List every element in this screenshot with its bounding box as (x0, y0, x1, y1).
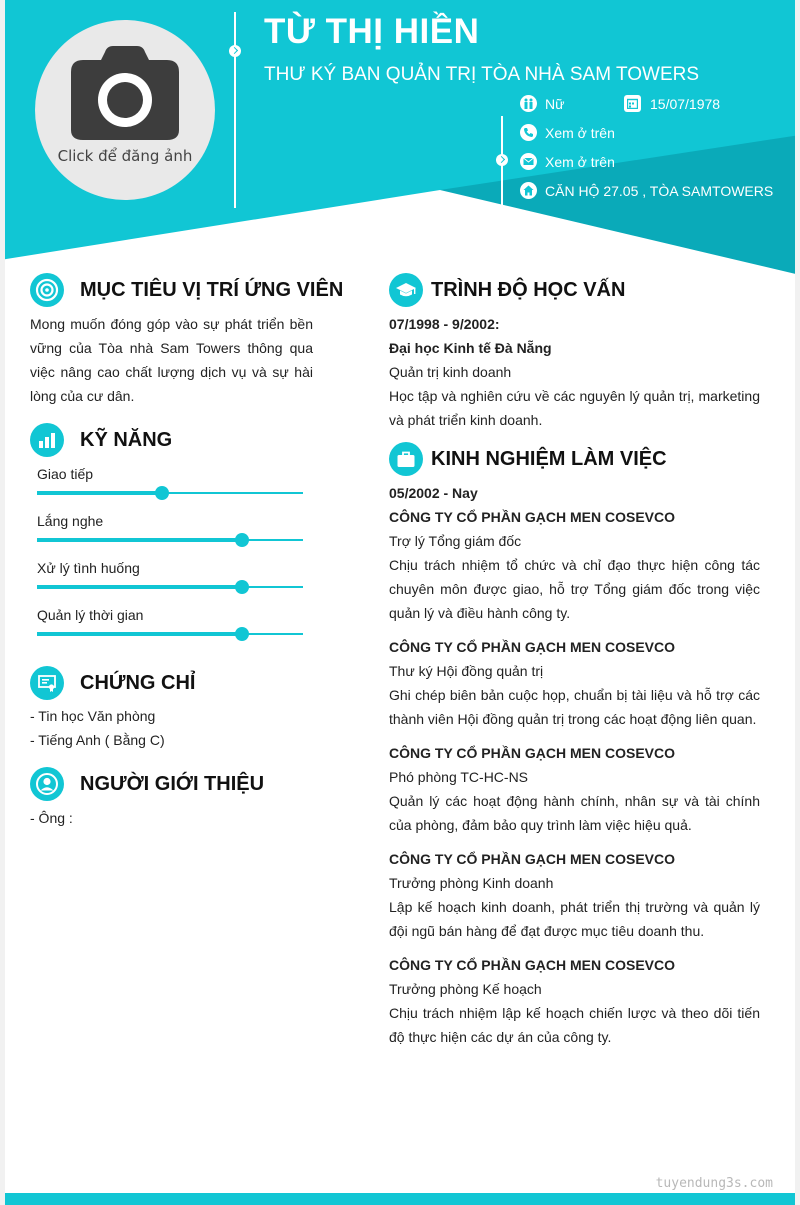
skill-label: Xử lý tình huống (37, 560, 140, 576)
calendar-icon (624, 95, 641, 112)
job-company: CÔNG TY CỔ PHẦN GẠCH MEN COSEVCO (389, 745, 675, 761)
experience-title: KINH NGHIỆM LÀM VIỆC (431, 447, 667, 470)
references-title: NGƯỜI GIỚI THIỆU (80, 772, 265, 795)
skill-bar (37, 580, 303, 594)
page-edge-right (795, 0, 800, 1205)
skill-bar (37, 627, 303, 641)
objective-text: Mong muốn đóng góp vào sự phát triển bền vững của Tòa nhà Sam Towers thông qua việc nâng cao chất lượng dịch vụ và sự hài lòng của cư dân. (30, 316, 313, 404)
certificate-icon (30, 666, 64, 700)
job-position: Thư ký Hội đồng quản trị (389, 663, 544, 679)
camera-icon (71, 46, 179, 142)
certificate-item: - Tiếng Anh ( Bằng C) (30, 732, 165, 748)
target-icon (30, 273, 64, 307)
references-heading (30, 767, 264, 801)
gender-icon (520, 95, 537, 112)
address-value: CĂN HỘ 27.05 , TÒA SAMTOWERS (545, 182, 774, 199)
job-company: CÔNG TY CỔ PHẦN GẠCH MEN COSEVCO (389, 957, 675, 973)
briefcase-icon (389, 442, 423, 476)
certificate-item: - Tin học Văn phòng (30, 708, 156, 724)
objective-title: MỤC TIÊU VỊ TRÍ ỨNG VIÊN (80, 278, 344, 301)
skills-heading (30, 423, 172, 457)
job-description: Chịu trách nhiệm tổ chức và chỉ đạo thực hiện công tác chuyên môn được giao, hỗ trợ Tổng giám đốc trong việc quản lý và điều hành công ty. (389, 557, 760, 621)
phone-info (520, 124, 615, 141)
gender-value: Nữ (545, 95, 565, 112)
skill-knob (235, 580, 249, 594)
skill-bar (37, 533, 303, 547)
skill-fill (37, 632, 242, 636)
skill-label: Lắng nghe (37, 513, 104, 529)
job-company: CÔNG TY CỔ PHẦN GẠCH MEN COSEVCO (389, 509, 675, 525)
user-icon (30, 767, 64, 801)
job-position: Phó phòng TC-HC-NS (389, 769, 529, 785)
job-title: THƯ KÝ BAN QUẢN TRỊ TÒA NHÀ SAM TOWERS (264, 64, 700, 85)
bar-chart-icon (30, 423, 64, 457)
education-description: Học tập và nghiên cứu về các nguyên lý quản trị, marketing và phát triển kinh doanh. (389, 388, 760, 428)
candidate-name: TỪ THỊ HIỀN (264, 12, 480, 51)
watermark: tuyendung3s.com (655, 1176, 773, 1191)
education-period: 07/1998 - 9/2002: (389, 316, 500, 332)
skill-fill (37, 491, 162, 495)
page-edge-left (0, 0, 5, 1205)
reference-item: - Ông : (30, 810, 73, 826)
email-value: Xem ở trên (545, 153, 615, 170)
phone-value: Xem ở trên (545, 124, 615, 141)
address-info (520, 182, 773, 199)
info-chevron-icon (496, 154, 508, 166)
certificates-heading (30, 666, 195, 700)
birthday-value: 15/07/1978 (650, 95, 721, 112)
job-company: CÔNG TY CỔ PHẦN GẠCH MEN COSEVCO (389, 851, 675, 867)
job-company: CÔNG TY CỔ PHẦN GẠCH MEN COSEVCO (389, 639, 675, 655)
education-school: Đại học Kinh tế Đà Nẵng (389, 340, 552, 356)
divider-chevron-icon (229, 45, 241, 57)
education-title: TRÌNH ĐỘ HỌC VẤN (431, 278, 626, 301)
birthday-info (624, 95, 720, 112)
skill-knob (235, 627, 249, 641)
avatar-upload[interactable] (35, 20, 215, 200)
skill-knob (235, 533, 249, 547)
job-description: Chịu trách nhiệm lập kế hoạch chiến lược và theo dõi tiến độ thực hiện các dự án của công ty. (389, 1005, 760, 1045)
experience-period: 05/2002 - Nay (389, 485, 478, 501)
skill-bar (37, 486, 303, 500)
objective-heading (30, 273, 343, 307)
gender-info (520, 95, 564, 112)
phone-icon (520, 124, 537, 141)
education-heading (389, 273, 625, 307)
footer-bar (5, 1193, 795, 1205)
skill-fill (37, 585, 242, 589)
skill-label: Giao tiếp (37, 466, 94, 482)
avatar-label: Click để đăng ảnh (57, 147, 193, 165)
job-position: Trợ lý Tổng giám đốc (389, 533, 522, 549)
certificates-title: CHỨNG CHỈ (80, 671, 196, 694)
skill-knob (155, 486, 169, 500)
home-icon (520, 182, 537, 199)
email-info (520, 153, 615, 170)
job-position: Trưởng phòng Kế hoạch (389, 981, 542, 997)
experience-heading (389, 442, 667, 476)
job-description: Lập kế hoạch kinh doanh, phát triển thị trường và quản lý đội ngũ bán hàng để đạt được mục tiêu doanh thu. (389, 899, 760, 939)
skill-label: Quản lý thời gian (37, 607, 144, 623)
skills-title: KỸ NĂNG (80, 428, 173, 451)
skill-fill (37, 538, 242, 542)
job-description: Quản lý các hoạt động hành chính, nhân sự và tài chính của phòng, đảm bảo quy trình làm việc hiệu quả. (389, 793, 760, 833)
job-description: Ghi chép biên bản cuộc họp, chuẩn bị tài liệu và hỗ trợ các thành viên Hội đồng quản trị trong các hoạt động liên quan. (389, 687, 760, 727)
education-major: Quản trị kinh doanh (389, 364, 512, 380)
header-divider (234, 12, 236, 208)
graduation-cap-icon (389, 273, 423, 307)
job-position: Trưởng phòng Kinh doanh (389, 875, 554, 891)
email-icon (520, 153, 537, 170)
